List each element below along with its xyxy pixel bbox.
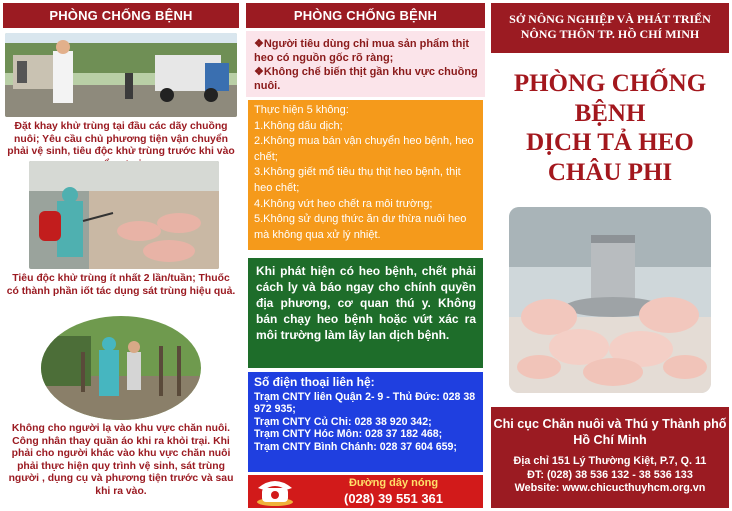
panel2-header: PHÒNG CHỐNG BỆNH <box>246 3 485 28</box>
panel-left <box>3 3 239 508</box>
cover-title-line: CHÂU PHI <box>547 158 673 186</box>
consumer-advice-box <box>246 31 485 97</box>
five-nos-title: Thực hiện 5 không: <box>254 104 349 116</box>
photo-pigs-feeder <box>509 207 711 393</box>
agency-box <box>491 407 729 508</box>
five-nos-item: 2.Không mua bán vận chuyển heo bệnh, heo chết; <box>254 135 474 163</box>
photo-disinfection-gate <box>5 33 237 117</box>
five-nos-box <box>248 100 483 250</box>
caption-disinfection-gate: Đặt khay khử trùng tại đầu các dãy chuồng nuôi; Yêu cầu chủ phương tiện vận chuyển phải vệ sinh, tiêu độc khử trùng trước khi vào <box>7 121 235 158</box>
five-nos-item: 4.Không vứt heo chết ra môi trường; <box>254 197 433 210</box>
agency-website: Website: www.chicucthuyhcm.org.vn <box>514 482 706 495</box>
cover-title-line: DỊCH TẢ HEO <box>526 129 694 156</box>
contact-line: Trạm CNTY Bình Chánh: 028 37 604 659; <box>254 440 457 453</box>
agency-address: Địa chỉ 151 Lý Thường Kiệt, P.7, Q. 11 <box>513 455 707 467</box>
cover-title-line: PHÒNG CHỐNG <box>513 70 707 97</box>
contacts-box <box>248 372 483 472</box>
five-nos-item: 5.Không sử dụng thức ăn dư thừa nuôi heo mà không qua xử lý nhiệt. <box>254 213 467 241</box>
five-nos-item: 1.Không dấu dịch; <box>254 119 343 132</box>
report-disease-box: Khi phát hiện có heo bệnh, chết phải cách ly và báo ngay cho chính quyền địa phương, cơ quan thú y. Không bán chạy heo bệnh hoặc vứt xác ra môi trường làm lây lan dịch bệnh. <box>248 258 483 368</box>
advice-line: ❖Người tiêu dùng chỉ mua sản phẩm thịt heo có nguồn gốc rõ ràng; <box>254 38 470 64</box>
cover-title-line: BỆNH <box>574 99 646 127</box>
contact-line: Trạm CNTY Củ Chi: 028 38 920 342; <box>254 415 432 428</box>
telephone-icon <box>254 476 296 507</box>
department-name: SỞ NÔNG NGHIỆP VÀ PHÁT TRIỂN NÔNG THÔN TP. HỒ CHÍ MINH <box>491 3 729 53</box>
agency-name: Chi cục Chăn nuôi và Thú y Thành phố Hồ Chí Minh <box>493 417 727 447</box>
panel1-header: PHÒNG CHỐNG BỆNH <box>3 3 239 28</box>
hotline-bar <box>248 475 483 508</box>
advice-line: ❖Không chế biến thịt gần khu vực chuồng nuôi. <box>254 66 478 92</box>
panel-middle <box>246 3 485 508</box>
agency-contact <box>491 455 729 496</box>
cover-title <box>491 69 729 187</box>
caption-worker-entry: Không cho người lạ vào khu vực chăn nuôi. Công nhân thay quần áo khi ra khỏi trại. Khi phải cho người khác vào khu vực chăn nuôi phải thực hiện quy trình vệ sinh, sát trùng người , dụng cụ và phương tiện trước và sau khi ra vào. <box>8 423 234 497</box>
contact-line: Trạm CNTY Hóc Môn: 028 37 182 468; <box>254 428 443 441</box>
five-nos-item: 3.Không giết mổ tiêu thụ thịt heo bệnh, thịt heo chết; <box>254 166 461 194</box>
hotline-number: (028) 39 551 361 <box>343 491 444 506</box>
contacts-title: Số điện thoại liên hệ: <box>254 375 375 389</box>
photo-spraying-barn <box>29 161 219 269</box>
panel-cover <box>491 3 729 508</box>
hotline-label: Đường dây nóng <box>348 477 439 489</box>
photo-worker-entry <box>41 316 201 420</box>
agency-phone: ĐT: (028) 38 536 132 - 38 536 133 <box>527 468 693 481</box>
contact-line: Trạm CNTY liên Quận 2- 9 - Thủ Đức: 028 38 972 935; <box>254 390 476 416</box>
caption-spraying-barn: Tiêu độc khử trùng ít nhất 2 lần/tuần; Thuốc có thành phần iốt tác dụng sát trùng hiệu quả. <box>6 273 236 297</box>
